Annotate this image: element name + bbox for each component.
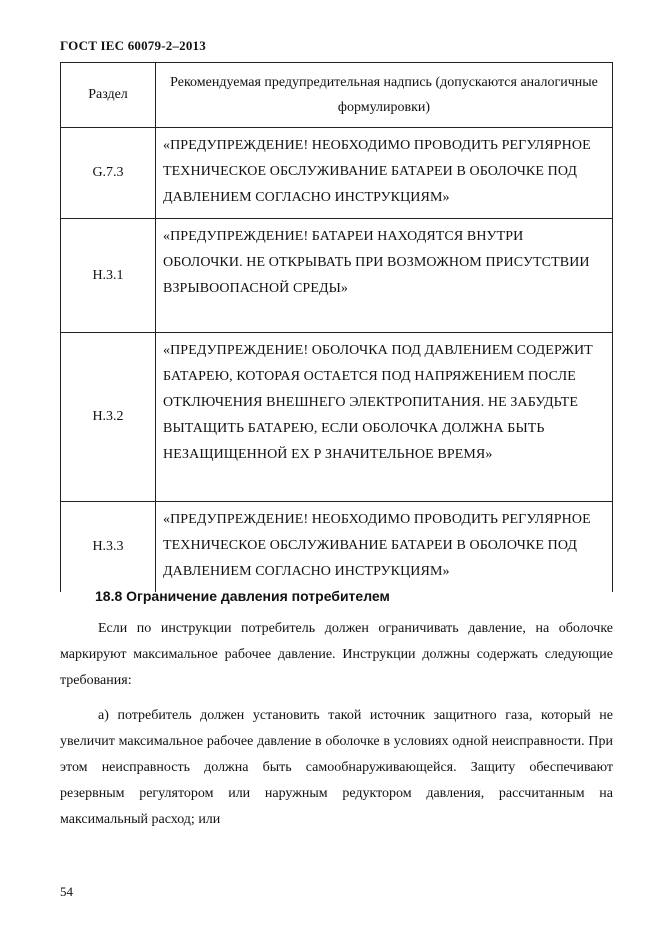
row-section: H.3.2 xyxy=(61,333,156,502)
row-warning-text: «ПРЕДУПРЕЖДЕНИЕ! ОБОЛОЧКА ПОД ДАВЛЕНИЕМ СОДЕРЖИТ БАТАРЕЮ, КОТОРАЯ ОСТАЕТСЯ ПОД НАПРЯЖЕНИЕМ ПОСЛЕ ОТКЛЮЧЕНИЯ ВНЕШНЕГО ЭЛЕКТРОПИТАНИЯ. НЕ ЗАБУДЬТЕ ВЫТАЩИТЬ БАТАРЕЮ, ЕСЛИ ОБОЛОЧКА ДОЛЖНА БЫТЬ НЕЗАЩИЩЕННОЙ ЕХ Р ЗНАЧИТЕЛЬНОЕ ВРЕМЯ» xyxy=(163,343,593,462)
col-header-warning xyxy=(156,63,613,128)
col-header-warning-text: Рекомендуемая предупредительная надпись (допускаются аналогичные формулировки) xyxy=(170,75,598,115)
table-row xyxy=(61,333,613,502)
row-warning-text: «ПРЕДУПРЕЖДЕНИЕ! НЕОБХОДИМО ПРОВОДИТЬ РЕГУЛЯРНОЕ ТЕХНИЧЕСКОЕ ОБСЛУЖИВАНИЕ БАТАРЕИ В ОБОЛОЧКЕ ПОД ДАВЛЕНИЕМ СОГЛАСНО ИНСТРУКЦИЯМ» xyxy=(163,512,591,579)
table-header-row xyxy=(61,63,613,128)
document-header: ГОСТ IEC 60079-2–2013 xyxy=(60,38,206,53)
table-row xyxy=(61,502,613,593)
row-warning-text: «ПРЕДУПРЕЖДЕНИЕ! НЕОБХОДИМО ПРОВОДИТЬ РЕГУЛЯРНОЕ ТЕХНИЧЕСКОЕ ОБСЛУЖИВАНИЕ БАТАРЕИ В ОБОЛОЧКЕ ПОД ДАВЛЕНИЕМ СОГЛАСНО ИНСТРУКЦИЯМ» xyxy=(163,138,591,205)
paragraph: а) потребитель должен установить такой источник защитного газа, который не увеличит максимальное рабочее давление в оболочке в условиях одной неисправности. При этом неисправность должна быть самообнаруживающейся. Защиту обеспечивают резервным регулятором или наружным редуктором давления, рассчитанным на максимальный расход; или xyxy=(60,708,613,827)
row-warning xyxy=(156,333,613,502)
row-warning xyxy=(156,502,613,593)
row-section: G.7.3 xyxy=(61,128,156,219)
section-title: 18.8 Ограничение давления потребителем xyxy=(95,588,390,604)
table-row xyxy=(61,219,613,333)
row-warning xyxy=(156,128,613,219)
table-row xyxy=(61,128,613,219)
row-section: H.3.1 xyxy=(61,219,156,333)
col-header-section: Раздел xyxy=(61,63,156,128)
paragraph: Если по инструкции потребитель должен ограничивать давление, на оболочке маркируют максимальное рабочее давление. Инструкции должны содержать следующие требования: xyxy=(60,621,613,688)
warning-table xyxy=(60,62,613,592)
row-warning xyxy=(156,219,613,333)
page-number: 54 xyxy=(60,884,73,899)
row-section: H.3.3 xyxy=(61,502,156,593)
row-warning-text: «ПРЕДУПРЕЖДЕНИЕ! БАТАРЕИ НАХОДЯТСЯ ВНУТРИ ОБОЛОЧКИ. НЕ ОТКРЫВАТЬ ПРИ ВОЗМОЖНОМ ПРИСУТСТВИИ ВЗРЫВООПАСНОЙ СРЕДЫ» xyxy=(163,229,590,296)
